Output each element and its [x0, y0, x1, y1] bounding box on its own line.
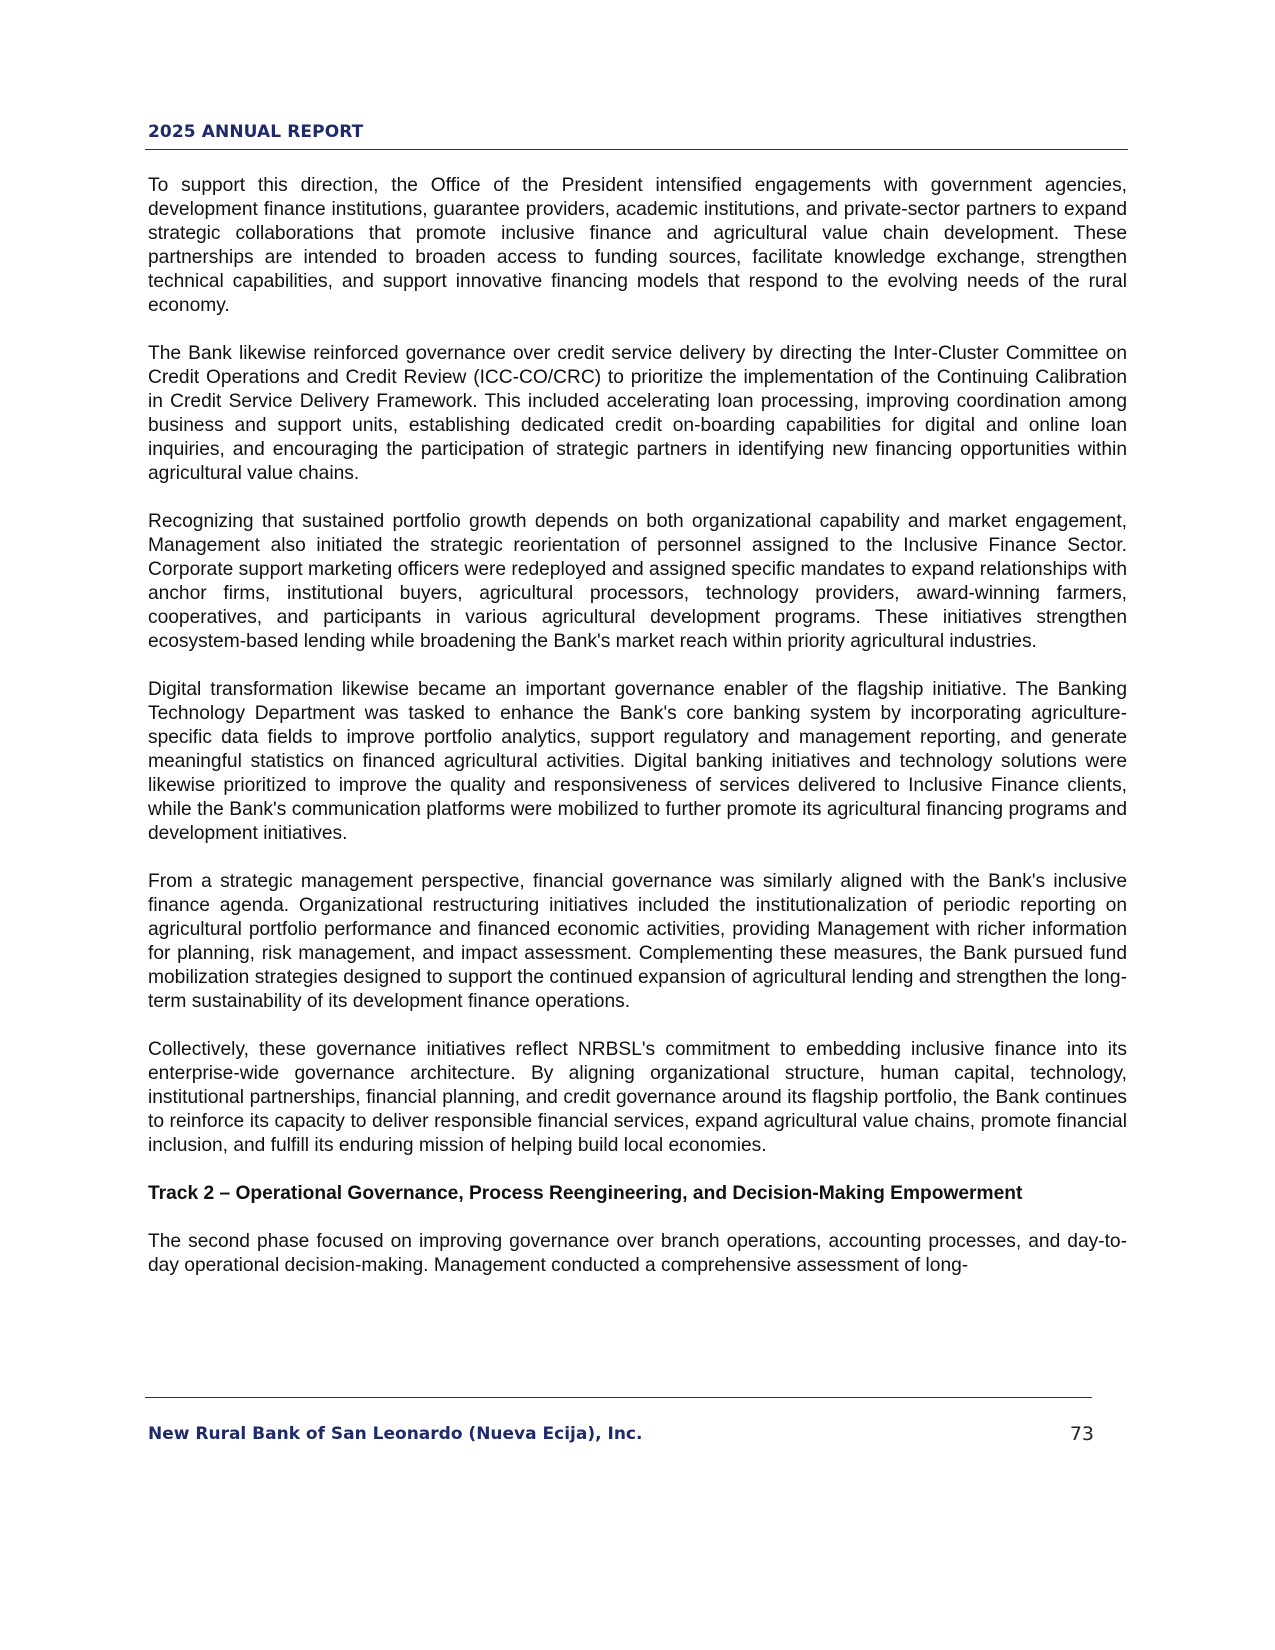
section-heading-track-2: Track 2 – Operational Governance, Process Reengineering, and Decision-Making Empowerment	[148, 1183, 1023, 1204]
paragraph-digital-transformation: Digital transformation likewise became an important governance enabler of the flagship initiative. The Banking Technology Department was tasked to enhance the Bank's core banking system by incorporating agriculture-specific data fields to improve portfolio analytics, support regulatory and management reporting, and generate meaningful statistics on financed agricultural activities. Digital banking initiatives and technology solutions were likewise prioritized to improve the quality and responsiveness of services delivered to Inclusive Finance clients, while the Bank's communication platforms were mobilized to further promote its agricultural financing programs and development initiatives.	[148, 679, 1127, 844]
header-divider	[145, 149, 1128, 150]
paragraph-operational-governance: The second phase focused on improving governance over branch operations, accounting processes, and day-to-day operational decision-making. Management conducted a comprehensive assessment of long-	[148, 1231, 1127, 1276]
page-number: 73	[1069, 1423, 1094, 1445]
paragraph-personnel-reorientation: Recognizing that sustained portfolio growth depends on both organizational capability and market engagement, Management also initiated the strategic reorientation of personnel assigned to the Inclusive Finance Sector. Corporate support marketing officers were redeployed and assigned specific mandates to expand relationships with anchor firms, institutional buyers, agricultural processors, technology providers, award-winning farmers, cooperatives, and participants in various agricultural development programs. These initiatives strengthen ecosystem-based lending while broadening the Bank's market reach within priority agricultural industries.	[148, 511, 1127, 652]
paragraph-collective-summary: Collectively, these governance initiatives reflect NRBSL's commitment to embedding inclusive finance into its enterprise-wide governance architecture. By aligning organizational structure, human capital, technology, institutional partnerships, financial planning, and credit governance around its flagship portfolio, the Bank continues to reinforce its capacity to deliver responsible financial services, expand agricultural value chains, promote financial inclusion, and fulfill its enduring mission of helping build local economies.	[148, 1039, 1127, 1156]
paragraph-partnerships: To support this direction, the Office of the President intensified engagements with government agencies, development finance institutions, guarantee providers, academic institutions, and private-sector partners to expand strategic collaborations that promote inclusive finance and agricultural value chain development. These partnerships are intended to broaden access to funding sources, facilitate knowledge exchange, strengthen technical capabilities, and support innovative financing models that respond to the evolving needs of the rural economy.	[148, 175, 1127, 316]
footer-divider	[145, 1397, 1092, 1398]
footer-bank-name: New Rural Bank of San Leonardo (Nueva Ecija), Inc.	[148, 1424, 643, 1444]
paragraph-financial-governance: From a strategic management perspective, financial governance was similarly aligned with the Bank's inclusive finance agenda. Organizational restructuring initiatives included the institutionalization of periodic reporting on agricultural portfolio performance and financed economic activities, providing Management with richer information for planning, risk management, and impact assessment. Complementing these measures, the Bank pursued fund mobilization strategies designed to support the continued expansion of agricultural lending and strengthen the long-term sustainability of its development finance operations.	[148, 871, 1127, 1012]
page-header-title: 2025 ANNUAL REPORT	[148, 122, 364, 142]
document-body	[148, 174, 1127, 1302]
paragraph-credit-governance: The Bank likewise reinforced governance over credit service delivery by directing the Inter-Cluster Committee on Credit Operations and Credit Review (ICC-CO/CRC) to prioritize the implementation of the Continuing Calibration in Credit Service Delivery Framework. This included accelerating loan processing, improving coordination among business and support units, establishing dedicated credit on-boarding capabilities for digital and online loan inquiries, and encouraging the participation of strategic partners in identifying new financing opportunities within agricultural value chains.	[148, 343, 1127, 484]
